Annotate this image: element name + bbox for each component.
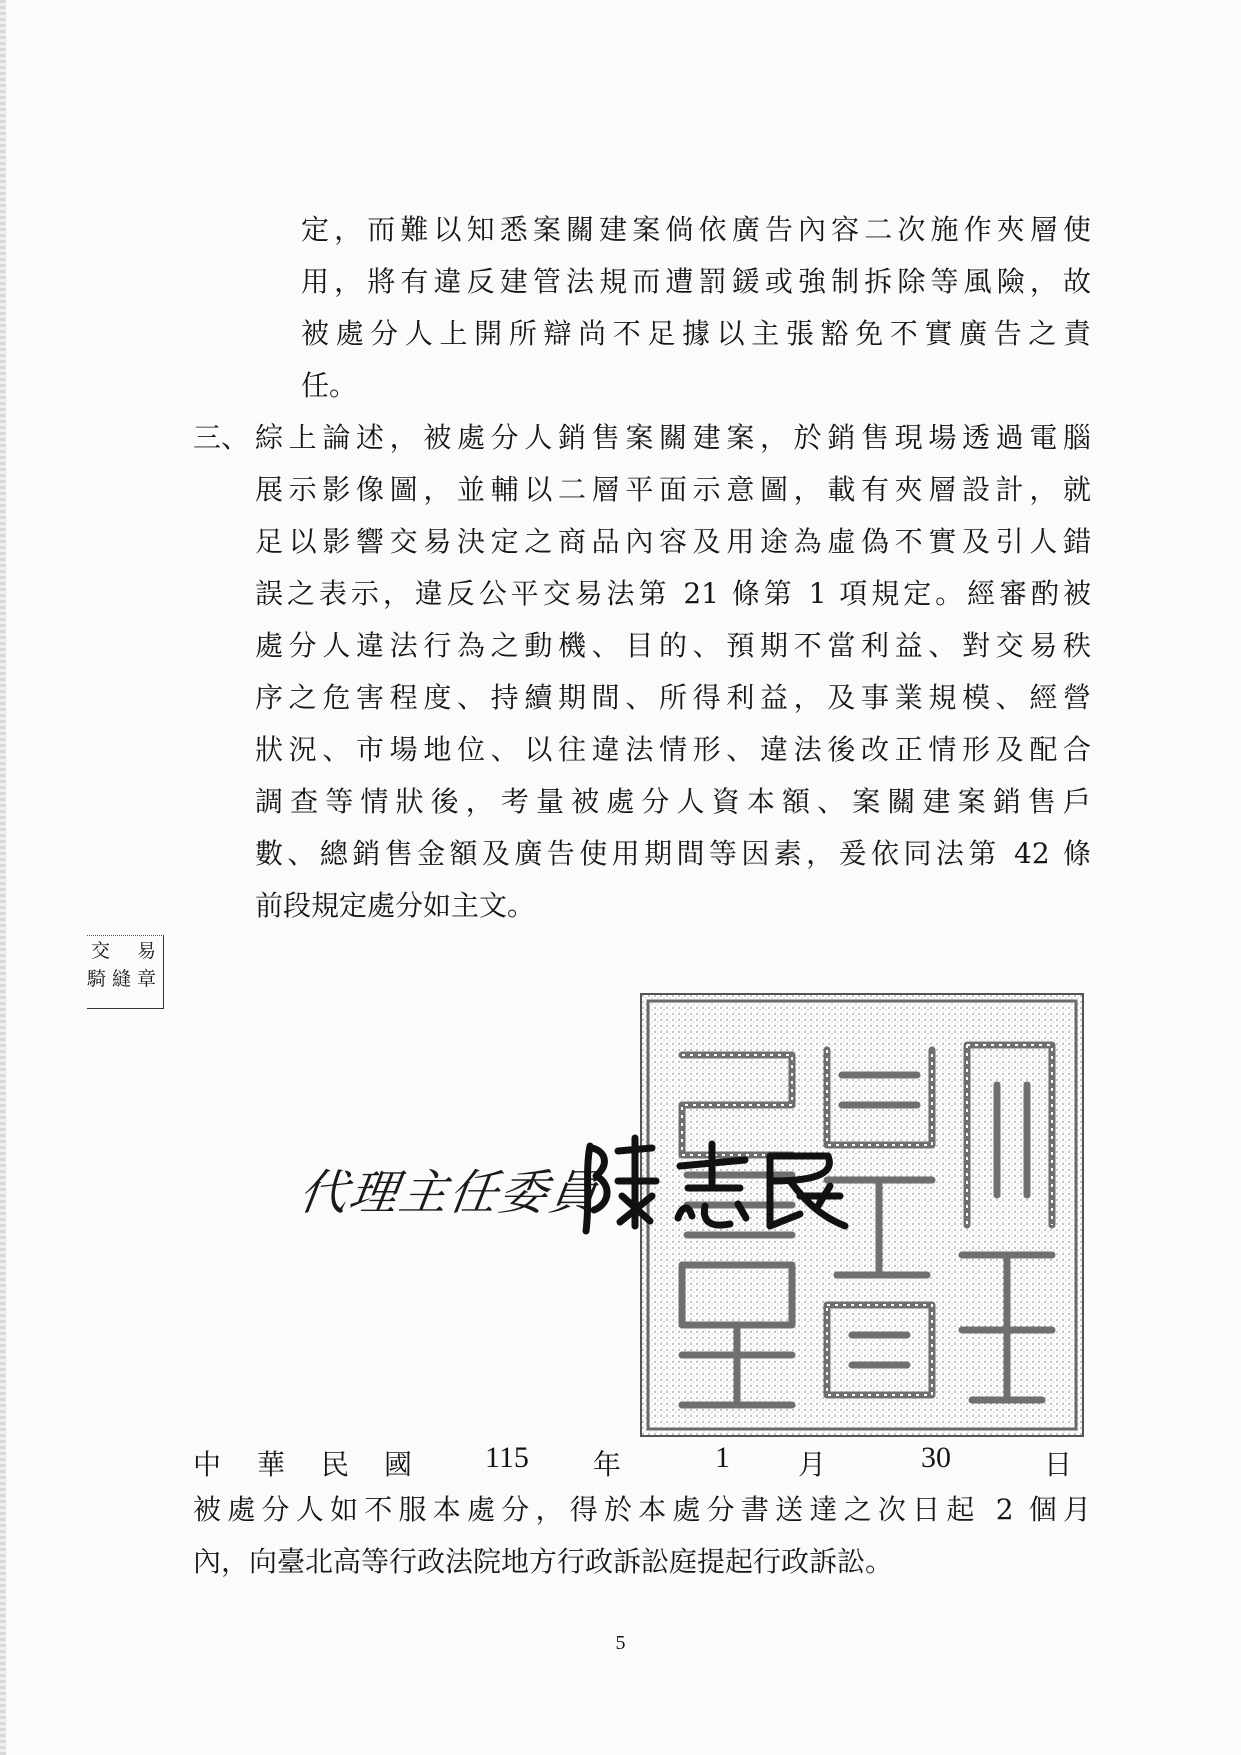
date-char: 國 [384, 1448, 413, 1481]
text-line: 被處分人上開所辯尚不足據以主張豁免不實廣告之責 [301, 317, 1091, 350]
appeal-notice-line: 被處分人如不服本處分，得於本處分書送達之次日起 2 個月 [193, 1493, 1091, 1526]
seam-stamp [87, 935, 164, 1009]
date-day-unit: 日 [1044, 1448, 1073, 1481]
text-line: 任。 [301, 369, 358, 402]
text-line: 狀況、市場地位、以往違法情形、違法後改正情形及配合 [255, 733, 1091, 766]
section-number: 三、 [193, 421, 250, 454]
text-line: 用，將有違反建管法規而遭罰鍰或強制拆除等風險，故 [301, 265, 1091, 298]
text-line: 綜上論述，被處分人銷售案關建案，於銷售現場透過電腦 [255, 421, 1091, 454]
page-number: 5 [615, 1632, 626, 1654]
text-line: 前段規定處分如主文。 [255, 889, 536, 922]
date-month-unit: 月 [798, 1448, 827, 1481]
signatory-title: 代理主任委員 [295, 1165, 604, 1221]
text-line: 足以影響交易決定之商品內容及用途為虛偽不實及引人錯 [255, 525, 1091, 558]
text-line: 展示影像圖，並輔以二層平面示意圖，載有夾層設計，就 [255, 473, 1091, 506]
handwritten-signature [300, 1126, 880, 1241]
date-char: 中 [193, 1448, 222, 1481]
text-line: 序之危害程度、持續期間、所得利益，及事業規模、經營 [255, 681, 1091, 714]
date-char: 華 [257, 1448, 286, 1481]
stamp-char: 章 [137, 968, 157, 990]
date-year-unit: 年 [593, 1448, 622, 1481]
date-year: 115 [485, 1441, 529, 1474]
text-line: 定，而難以知悉案關建案倘依廣告內容二次施作夾層使 [301, 213, 1091, 246]
signature-block [295, 1126, 880, 1241]
stamp-char: 易 [137, 940, 157, 962]
scan-edge [0, 0, 6, 1755]
date-day: 30 [921, 1441, 951, 1474]
date-char: 民 [321, 1448, 350, 1481]
issue-date [193, 1441, 1073, 1481]
text-line: 處分人違法行為之動機、目的、預期不當利益、對交易秩 [255, 629, 1091, 662]
stamp-char: 縫 [112, 968, 132, 990]
text-line: 誤之表示，違反公平交易法第 21 條第 1 項規定。經審酌被 [255, 577, 1091, 610]
text-line: 調查等情狀後，考量被處分人資本額、案關建案銷售戶 [255, 785, 1091, 818]
stamp-char: 騎 [87, 968, 107, 990]
text-line: 數、總銷售金額及廣告使用期間等因素，爰依同法第 42 條 [255, 837, 1091, 870]
appeal-notice-line: 內，向臺北高等行政法院地方行政訴訟庭提起行政訴訟。 [193, 1545, 894, 1578]
date-month: 1 [715, 1441, 730, 1474]
stamp-char: 交 [91, 940, 111, 962]
